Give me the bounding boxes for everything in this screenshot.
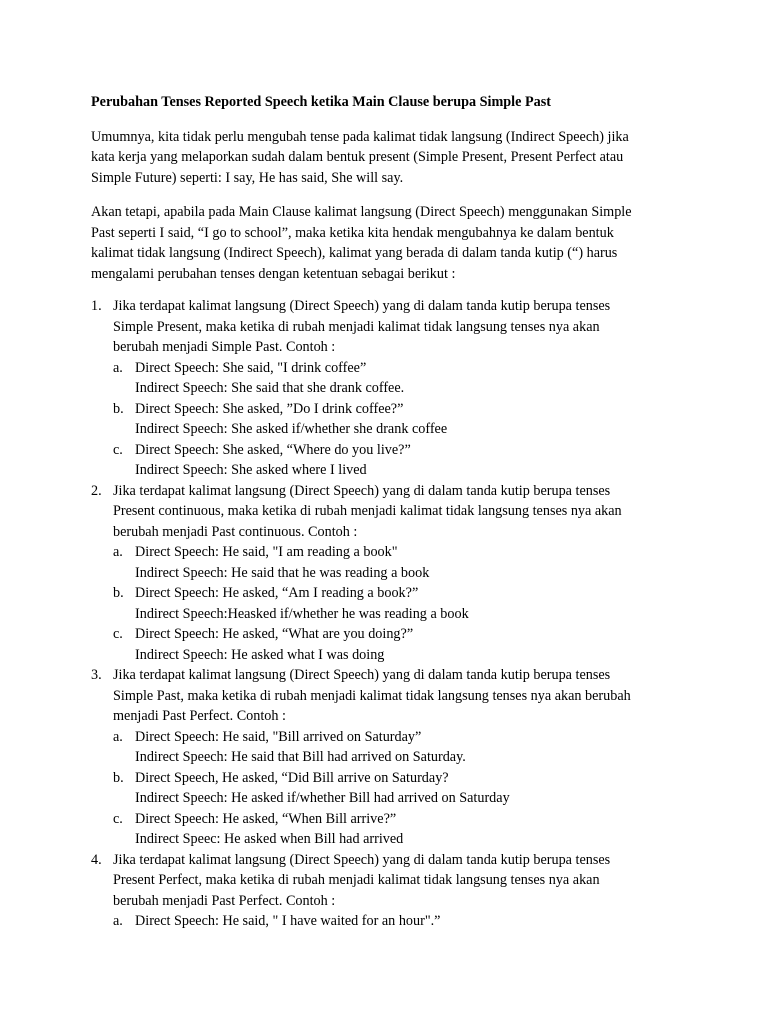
example-item — [113, 542, 691, 583]
text-line: Present continuous, maka ketika di rubah menjadi kalimat tidak langsung tenses nya akan — [113, 503, 622, 519]
document-title: Perubahan Tenses Reported Speech ketika Main Clause berupa Simple Past — [91, 94, 551, 110]
indirect-speech: Indirect Speech: She said that she drank coffee. — [135, 380, 405, 396]
direct-speech: Direct Speech: He said, "Bill arrived on Saturday” — [135, 728, 422, 745]
text-line: mengalami perubahan tenses dengan ketentuan sebagai berikut : — [91, 265, 456, 282]
rules-list — [91, 296, 691, 932]
text-line: Akan tetapi, apabila pada Main Clause kalimat langsung (Direct Speech) menggunakan Simple — [91, 204, 632, 220]
examples-list — [113, 727, 691, 850]
list-letter: a. — [113, 913, 123, 929]
list-letter: a. — [113, 544, 123, 560]
list-number: 4. — [91, 851, 102, 868]
text-line: Simple Future) seperti: I say, He has said, She will say. — [91, 169, 404, 186]
list-letter: c. — [113, 441, 123, 458]
example-item — [113, 358, 691, 399]
text-line: kata kerja yang melaporkan sudah dalam bentuk present (Simple Present, Present Perfect atau — [91, 149, 624, 165]
indirect-speech: Indirect Speech: She asked where I lived — [135, 462, 367, 478]
text-line: Past seperti I said, “I go to school”, maka ketika kita hendak mengubahnya ke dalam bentuk — [91, 224, 614, 241]
text-line: Present Perfect, maka ketika di rubah menjadi kalimat tidak langsung tenses nya akan — [113, 872, 600, 888]
list-letter: c. — [113, 810, 123, 827]
examples-list — [113, 358, 691, 481]
direct-speech: Direct Speech: He asked, “When Bill arrive?” — [135, 810, 397, 827]
example-item — [113, 727, 691, 768]
context-paragraph — [91, 202, 691, 284]
text-line: berubah menjadi Past continuous. Contoh : — [113, 523, 358, 540]
example-item — [113, 440, 691, 481]
intro-paragraph — [91, 127, 691, 189]
indirect-speech: Indirect Speech: He asked if/whether Bill had arrived on Saturday — [135, 790, 510, 806]
text-line: kalimat tidak langsung (Indirect Speech), kalimat yang berada di dalam tanda kutip (“) harus — [91, 245, 618, 261]
text-line: berubah menjadi Past Perfect. Contoh : — [113, 892, 336, 909]
list-number: 1. — [91, 298, 102, 314]
list-letter: b. — [113, 585, 124, 601]
examples-list — [113, 911, 691, 932]
text-line: Jika terdapat kalimat langsung (Direct Speech) yang di dalam tanda kutip berupa tenses — [113, 667, 611, 683]
list-letter: b. — [113, 400, 124, 417]
example-item — [113, 911, 691, 932]
indirect-speech: Indirect Speech: He said that Bill had arrived on Saturday. — [135, 749, 466, 765]
text-line: Umumnya, kita tidak perlu mengubah tense pada kalimat tidak langsung (Indirect Speech) jika — [91, 128, 629, 145]
indirect-speech: Indirect Speech: He said that he was reading a book — [135, 564, 430, 581]
text-line: Jika terdapat kalimat langsung (Direct Speech) yang di dalam tanda kutip berupa tenses — [113, 298, 611, 314]
list-number: 3. — [91, 667, 102, 683]
indirect-speech: Indirect Speech: She asked if/whether she drank coffee — [135, 421, 448, 437]
text-line: Jika terdapat kalimat langsung (Direct Speech) yang di dalam tanda kutip berupa tenses — [113, 851, 611, 868]
example-item — [113, 624, 691, 665]
examples-list — [113, 542, 691, 665]
list-letter: b. — [113, 769, 124, 786]
indirect-speech: Indirect Speech:Heasked if/whether he was reading a book — [135, 605, 469, 622]
text-line: berubah menjadi Simple Past. Contoh : — [113, 339, 336, 355]
document-content — [91, 92, 691, 932]
rule-item — [91, 481, 691, 666]
list-letter: a. — [113, 359, 123, 376]
list-letter: a. — [113, 728, 123, 745]
direct-speech: Direct Speech, He asked, “Did Bill arrive on Saturday? — [135, 769, 449, 786]
rule-item — [91, 850, 691, 932]
example-item — [113, 809, 691, 850]
text-line: Simple Present, maka ketika di rubah menjadi kalimat tidak langsung tenses nya akan — [113, 318, 600, 335]
direct-speech: Direct Speech: He asked, “What are you doing?” — [135, 626, 414, 642]
indirect-speech: Indirect Speec: He asked when Bill had arrived — [135, 831, 404, 847]
text-line: Simple Past, maka ketika di rubah menjadi kalimat tidak langsung tenses nya akan berubah — [113, 687, 631, 704]
direct-speech: Direct Speech: She asked, “Where do you live?” — [135, 441, 411, 458]
rule-item — [91, 296, 691, 481]
list-number: 2. — [91, 482, 102, 499]
text-line: menjadi Past Perfect. Contoh : — [113, 708, 286, 724]
direct-speech: Direct Speech: He asked, “Am I reading a book?” — [135, 585, 419, 601]
direct-speech: Direct Speech: He said, " I have waited for an hour".” — [135, 913, 441, 929]
direct-speech: Direct Speech: He said, "I am reading a book" — [135, 544, 398, 560]
direct-speech: Direct Speech: She asked, ”Do I drink coffee?” — [135, 400, 404, 417]
example-item — [113, 768, 691, 809]
indirect-speech: Indirect Speech: He asked what I was doing — [135, 646, 385, 663]
rule-item — [91, 665, 691, 850]
text-line: Jika terdapat kalimat langsung (Direct Speech) yang di dalam tanda kutip berupa tenses — [113, 482, 611, 499]
list-letter: c. — [113, 626, 123, 642]
example-item — [113, 583, 691, 624]
example-item — [113, 399, 691, 440]
direct-speech: Direct Speech: She said, "I drink coffee” — [135, 359, 367, 376]
